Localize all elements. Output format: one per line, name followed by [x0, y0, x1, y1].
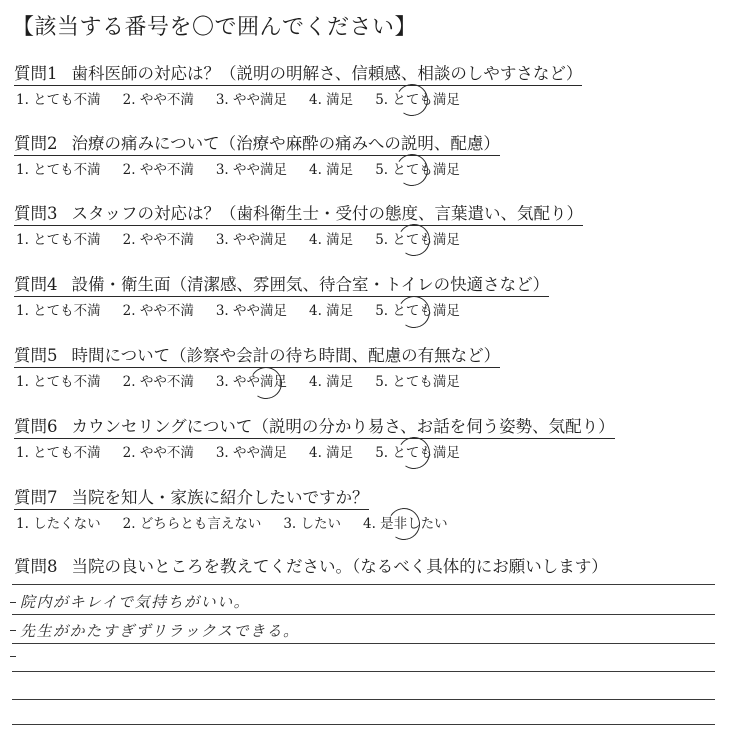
- answer-line: [12, 584, 715, 585]
- option-2[interactable]: 2. どちらとも言えない: [122, 516, 262, 532]
- option-2[interactable]: 2. やや不満: [122, 92, 194, 108]
- option-3[interactable]: 3. やや満足: [215, 162, 288, 178]
- option-5[interactable]: 5. とても満足: [375, 303, 460, 319]
- option-1[interactable]: 1. とても不満: [16, 162, 101, 178]
- option-4[interactable]: 4. 満足: [309, 374, 354, 390]
- option-5[interactable]: 5. とても満足: [375, 445, 460, 461]
- option-1[interactable]: 1. したくない: [16, 516, 101, 532]
- question-2-title: [14, 134, 500, 156]
- option-5[interactable]: 5. とても満足: [375, 232, 460, 248]
- handwritten-answer-1: 院内がキレイで気持ちがいい。: [20, 593, 251, 611]
- answer-line: [12, 724, 715, 725]
- option-2[interactable]: 2. やや不満: [122, 445, 194, 461]
- option-3[interactable]: 3. やや満足: [215, 445, 288, 461]
- selection-circle-q7: [385, 505, 423, 543]
- handwritten-answer-2: 先生がかたすぎずリラックスできる。: [20, 622, 300, 640]
- option-1[interactable]: 1. とても不満: [16, 374, 101, 390]
- answer-line: [12, 614, 715, 615]
- question-3-title: [14, 204, 583, 226]
- question-text: カウンセリングについて（説明の分かり易さ、お話を伺う姿勢、気配り）: [71, 417, 615, 436]
- option-4[interactable]: 4. 満足: [309, 92, 354, 108]
- answer-line: [12, 643, 715, 644]
- question-text: 当院を知人・家族に紹介したいですか？: [71, 488, 369, 507]
- option-1[interactable]: 1. とても不満: [16, 92, 101, 108]
- option-2[interactable]: 2. やや不満: [122, 303, 194, 319]
- option-1[interactable]: 1. とても不満: [16, 445, 101, 461]
- question-1-title: [14, 64, 582, 86]
- question-number: 質問4: [14, 275, 58, 294]
- question-number: 質問6: [14, 417, 58, 436]
- bullet-mark: [10, 602, 16, 603]
- option-4[interactable]: 4. 満足: [309, 162, 354, 178]
- option-3[interactable]: 3. やや満足: [215, 303, 288, 319]
- option-2[interactable]: 2. やや不満: [122, 162, 194, 178]
- selection-circle-q1: [393, 81, 431, 119]
- question-text: スタッフの対応は？（歯科衛生士・受付の態度、言葉遣い、気配り）: [71, 204, 583, 223]
- option-5[interactable]: 5. とても満足: [375, 162, 460, 178]
- option-4[interactable]: 4. 満足: [309, 232, 354, 248]
- option-4[interactable]: 4. 是非したい: [363, 516, 448, 532]
- option-4[interactable]: 4. 満足: [309, 445, 354, 461]
- question-number: 質問1: [14, 64, 58, 83]
- option-1[interactable]: 1. とても不満: [16, 232, 101, 248]
- option-3[interactable]: 3. やや満足: [215, 232, 288, 248]
- question-7-title: [14, 488, 369, 510]
- option-2[interactable]: 2. やや不満: [122, 232, 194, 248]
- selection-circle-q4: [395, 293, 433, 331]
- question-text: 歯科医師の対応は？（説明の明解さ、信頼感、相談のしやすさなど）: [71, 64, 583, 83]
- option-3[interactable]: 3. したい: [283, 516, 342, 532]
- question-text: 治療の痛みについて（治療や麻酔の痛みへの説明、配慮）: [71, 134, 500, 153]
- question-text: 設備・衛生面（清潔感、雰囲気、待合室・トイレの快適さなど）: [71, 275, 550, 294]
- answer-line: [12, 671, 715, 672]
- question-text: 時間について（診察や会計の待ち時間、配慮の有無など）: [71, 346, 501, 365]
- question-number: 質問5: [14, 346, 58, 365]
- selection-circle-q2: [393, 151, 431, 189]
- instruction-heading: 【該当する番号を〇で囲んでください】: [12, 15, 418, 40]
- bullet-mark: [10, 656, 16, 657]
- option-3[interactable]: 3. やや満足: [215, 92, 288, 108]
- option-1[interactable]: 1. とても不満: [16, 303, 101, 319]
- question-number: 質問8: [14, 557, 58, 576]
- selection-circle-q3: [395, 221, 433, 259]
- question-5-title: [14, 346, 500, 368]
- option-5[interactable]: 5. とても満足: [375, 374, 460, 390]
- question-6-title: [14, 417, 615, 439]
- option-5[interactable]: 5. とても満足: [375, 92, 460, 108]
- selection-circle-q6: [395, 434, 433, 472]
- option-3[interactable]: 3. やや満足: [215, 374, 288, 390]
- question-text: 当院の良いところを教えてください。（なるべく具体的にお願いします）: [71, 557, 608, 576]
- answer-line: [12, 699, 715, 700]
- option-4[interactable]: 4. 満足: [309, 303, 354, 319]
- question-number: 質問3: [14, 204, 58, 223]
- question-number: 質問2: [14, 134, 58, 153]
- option-2[interactable]: 2. やや不満: [122, 374, 194, 390]
- selection-circle-q5: [247, 364, 285, 402]
- question-8-title: [14, 557, 608, 578]
- question-number: 質問7: [14, 488, 58, 507]
- question-4-title: [14, 275, 549, 297]
- bullet-mark: [10, 630, 16, 631]
